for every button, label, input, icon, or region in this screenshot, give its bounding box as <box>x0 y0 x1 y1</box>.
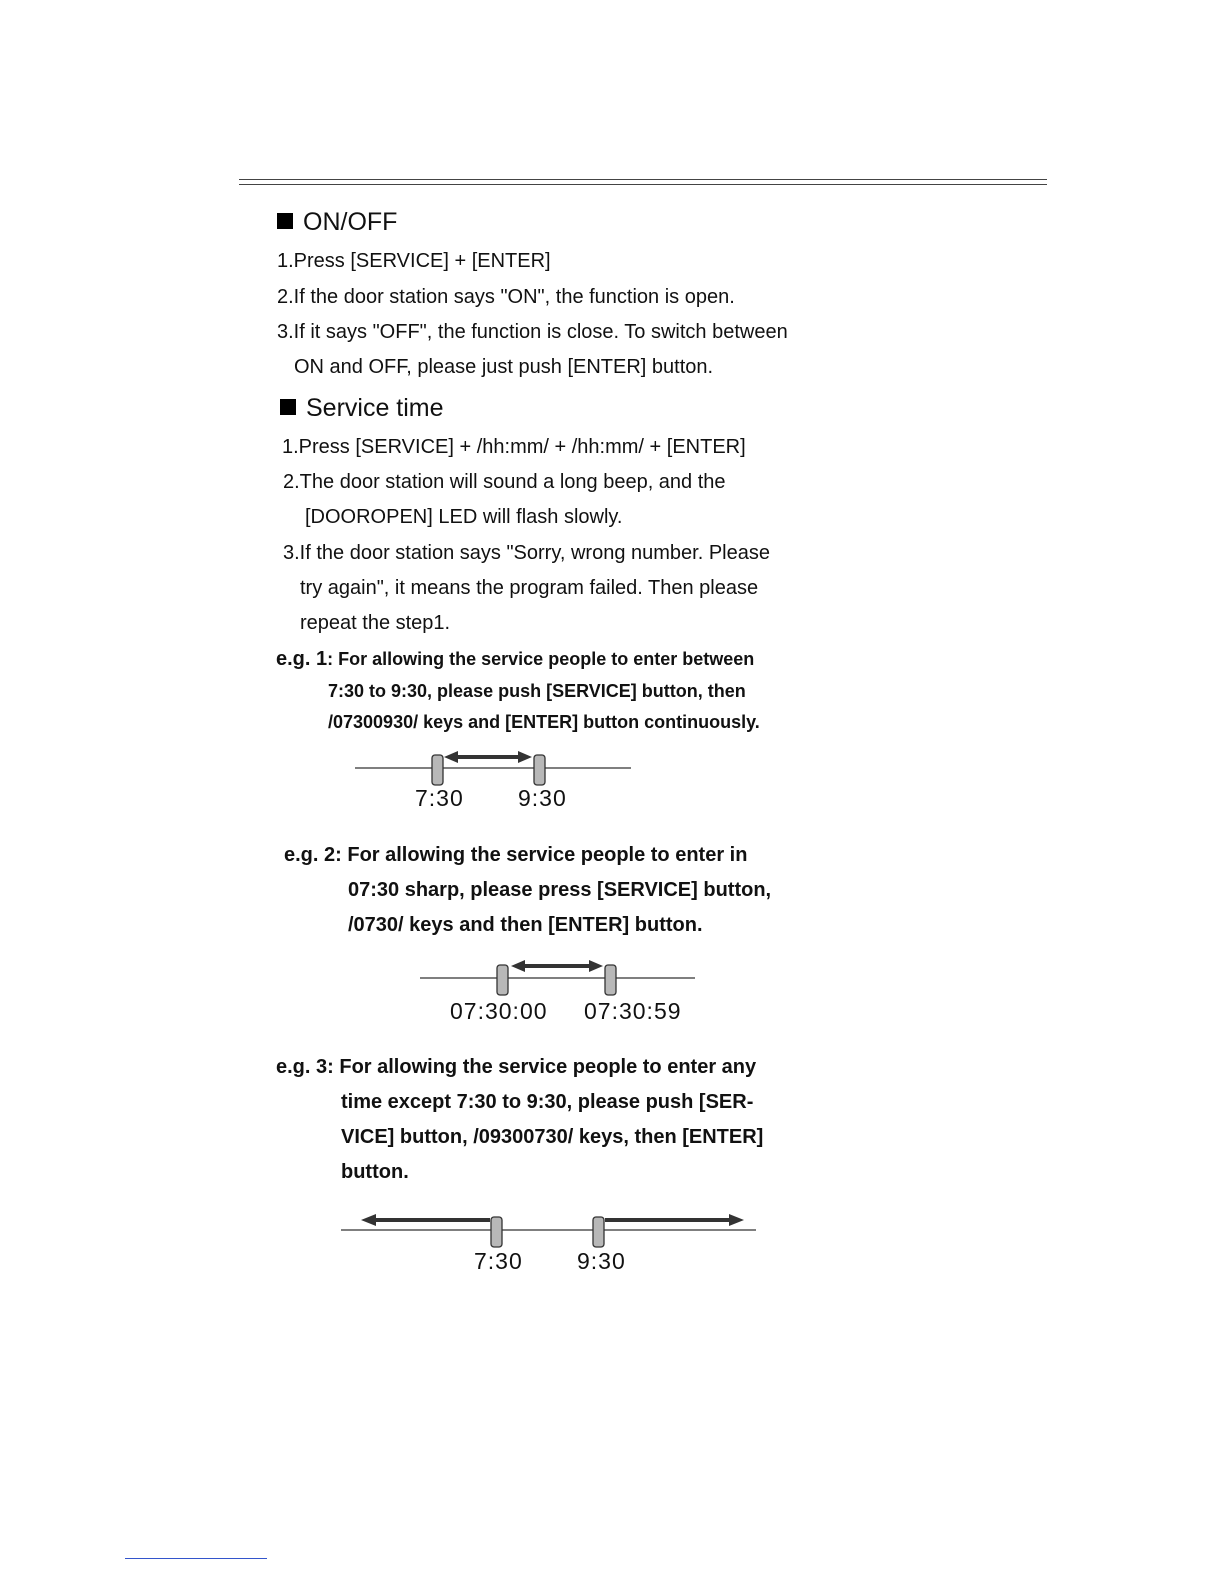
onoff-line-4: ON and OFF, please just push [ENTER] button. <box>294 356 714 378</box>
square-bullet-icon <box>280 399 296 415</box>
footer-link-line <box>125 1558 267 1559</box>
example-2-line-2: 07:30 sharp, please press [SERVICE] button, <box>348 879 772 901</box>
example-3-label: e.g. 3 <box>276 1056 328 1078</box>
example-2-tick-start: 07:30:00 <box>450 998 548 1024</box>
end-marker <box>534 755 545 785</box>
square-bullet-icon <box>277 213 293 229</box>
example-1-tick-end: 9:30 <box>518 785 567 811</box>
example-3-line-3: VICE] button, /09300730/ keys, then [ENTER] <box>341 1126 764 1148</box>
example-1-line-3: /07300930/ keys and [ENTER] button continuously. <box>328 712 760 732</box>
example-2-label: e.g. 2 <box>284 844 336 866</box>
example-2-line-3: /0730/ keys and then [ENTER] button. <box>348 914 703 936</box>
service-line-1: 1.Press [SERVICE] + /hh:mm/ + /hh:mm/ + [ENTER] <box>282 436 746 458</box>
header-rule-top <box>239 179 1047 180</box>
onoff-heading: ON/OFF <box>277 210 397 235</box>
start-marker <box>432 755 443 785</box>
end-marker <box>605 965 616 995</box>
right-range-arrow <box>605 1214 744 1226</box>
service-line-6: repeat the step1. <box>300 612 451 634</box>
example-3-tick-end: 9:30 <box>577 1248 626 1274</box>
start-marker <box>497 965 508 995</box>
onoff-line-2: 2.If the door station says "ON", the function is open. <box>277 286 735 308</box>
example-1-tick-start: 7:30 <box>415 785 464 811</box>
example-2-line-1: e.g. 2: For allowing the service people to enter in <box>284 844 748 866</box>
onoff-line-3: 3.If it says "OFF", the function is close. To switch between <box>277 321 788 343</box>
end-marker <box>593 1217 604 1247</box>
service-line-2: 2.The door station will sound a long beep, and the <box>283 471 726 493</box>
header-rule-bottom <box>239 184 1047 185</box>
example-3-line-2: time except 7:30 to 9:30, please push [SER- <box>341 1091 754 1113</box>
service-time-heading: Service time <box>280 396 444 421</box>
service-line-4: 3.If the door station says "Sorry, wrong number. Please <box>283 542 770 564</box>
onoff-line-1: 1.Press [SERVICE] + [ENTER] <box>277 250 551 272</box>
range-arrow <box>444 751 532 763</box>
service-line-3: [DOOROPEN] LED will flash slowly. <box>305 506 623 528</box>
example-1-label: e.g. 1 <box>276 648 328 670</box>
example-1-line-1: e.g. 1: For allowing the service people to enter between <box>276 648 755 670</box>
service-line-5: try again", it means the program failed. Then please <box>300 577 759 599</box>
example-3-line-4: button. <box>341 1161 409 1183</box>
example-3-line-1: e.g. 3: For allowing the service people to enter any <box>276 1056 757 1078</box>
left-range-arrow <box>361 1214 490 1226</box>
example-3-tick-start: 7:30 <box>474 1248 523 1274</box>
example-1-line-2: 7:30 to 9:30, please push [SERVICE] button, then <box>328 681 746 701</box>
start-marker <box>491 1217 502 1247</box>
example-2-tick-end: 07:30:59 <box>584 998 682 1024</box>
range-arrow <box>511 960 603 972</box>
